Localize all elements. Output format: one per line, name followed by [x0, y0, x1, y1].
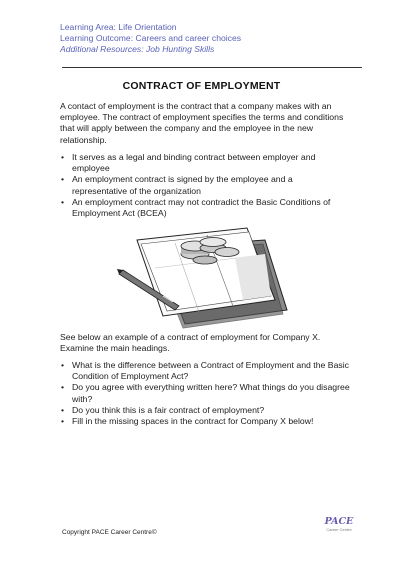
pace-logo — [322, 516, 356, 538]
list-item: • Do you think this is a fair contract of employment? — [60, 405, 350, 416]
example-paragraph: See below an example of a contract of employment for Company X. Examine the main headings. — [60, 332, 321, 354]
header-block — [60, 22, 241, 55]
list-item: • It serves as a legal and binding contract between employer and employee — [60, 152, 350, 174]
learning-area: Learning Area: Life Orientation — [60, 22, 177, 32]
logo-subtext: Career Centre — [326, 527, 352, 532]
list-item: • An employment contract is signed by the employee and a representative of the organization — [60, 174, 350, 196]
intro-bullet-list — [60, 152, 350, 219]
list-item: • What is the difference between a Contract of Employment and the Basic Condition of Employment Act? — [60, 360, 350, 382]
copyright-footer: Copyright PACE Career Centre© — [62, 529, 157, 536]
logo-text: PACE — [324, 516, 354, 527]
page-title: CONTRACT OF EMPLOYMENT — [122, 80, 281, 92]
header-divider — [62, 67, 362, 68]
intro-paragraph: A contact of employment is the contract that a company makes with an employee. The contract of employment specifies the terms and conditions that will apply between the company and the employee in the new relationship. — [60, 101, 344, 145]
list-item: • Do you agree with everything written here? What things do you disagree with? — [60, 382, 350, 404]
list-item: • An employment contract may not contradict the Basic Conditions of Employment Act (BCEA) — [60, 197, 350, 219]
list-item: • Fill in the missing spaces in the contract for Company X below! — [60, 416, 350, 427]
contract-illustration — [115, 218, 305, 330]
question-bullet-list — [60, 360, 350, 427]
learning-outcome: Learning Outcome: Careers and career choices — [60, 33, 242, 43]
additional-resources: Additional Resources: Job Hunting Skills — [60, 44, 215, 54]
